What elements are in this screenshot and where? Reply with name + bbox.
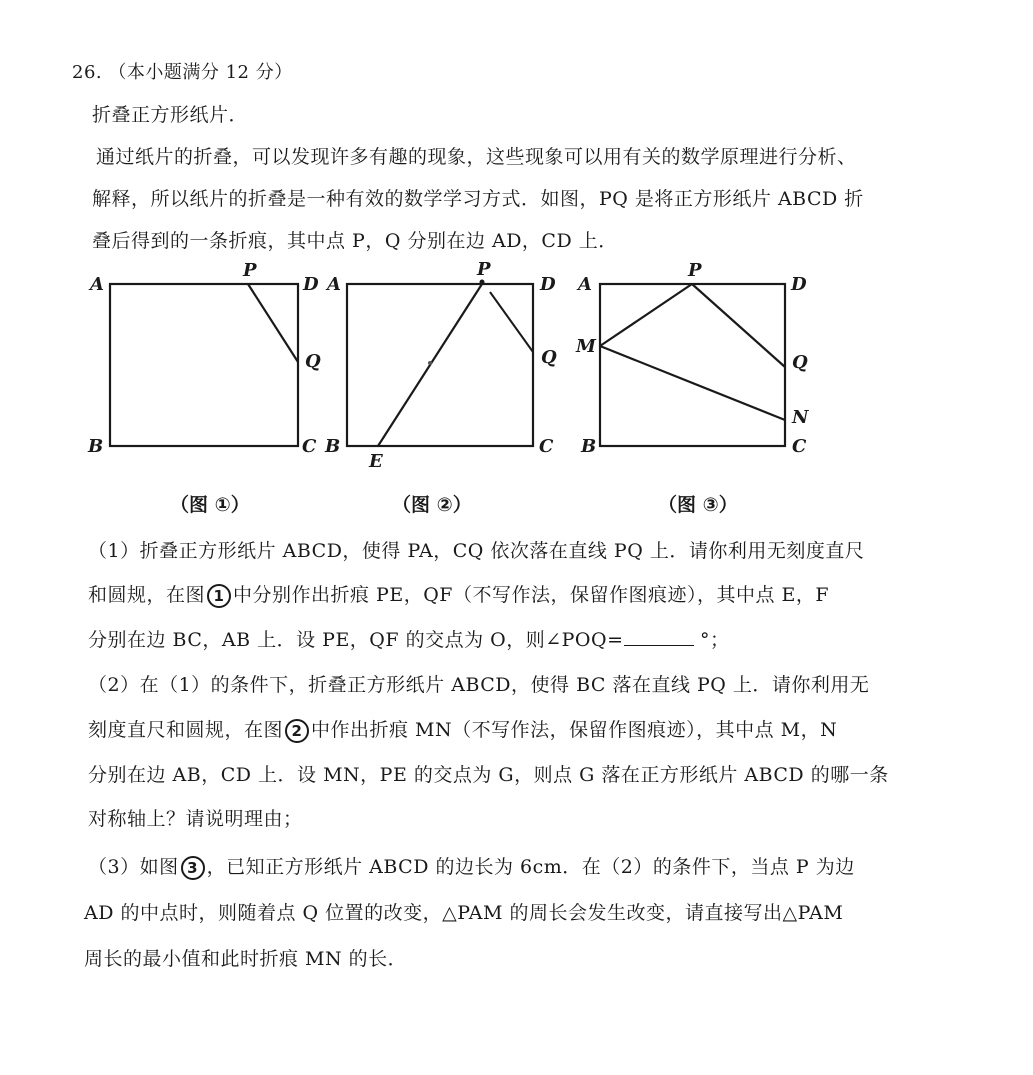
fig3-label-n: N <box>792 407 809 428</box>
fig2-crease-pq <box>490 292 533 352</box>
figure-ref-1: 1 <box>207 584 231 608</box>
intro-line-2: 解释，所以纸片的折叠是一种有效的数学学习方式．如图，PQ 是将正方形纸片 ABCD 折 <box>92 188 864 210</box>
question-number: 26. <box>72 62 103 83</box>
figures-area <box>0 255 1033 525</box>
part1-line-2 <box>88 580 829 608</box>
figure-2 <box>324 259 557 472</box>
figure-1 <box>87 260 321 457</box>
fig2-arc-mark <box>428 361 432 365</box>
part2-line-2-post: 中作出折痕 MN（不写作法，保留作图痕迹），其中点 M，N <box>311 719 838 741</box>
figure-ref-3: 3 <box>181 856 205 880</box>
fig3-label-p: P <box>688 260 702 281</box>
part1-line-2-pre: 和圆规，在图 <box>88 584 206 606</box>
fig1-label-b: B <box>88 436 104 457</box>
figure-2-caption: （图 ②） <box>392 494 472 516</box>
fig1-label-a: A <box>90 274 104 295</box>
part2-line-3: 分别在边 AB，CD 上．设 MN，PE 的交点为 G，则点 G 落在正方形纸片 ABCD 的哪一条 <box>88 764 889 786</box>
part1-line-3-pre: 分别在边 BC，AB 上．设 PE，QF 的交点为 O，则∠POQ= <box>88 629 624 651</box>
part1-line-3 <box>88 625 730 652</box>
part2-line-2 <box>88 715 837 743</box>
fig3-label-b: B <box>581 436 597 457</box>
fig2-label-p: P <box>477 259 491 280</box>
part2-line-1: （2）在（1）的条件下，折叠正方形纸片 ABCD，使得 BC 落在直线 PQ 上．请你利用无 <box>88 674 870 696</box>
fig2-label-a: A <box>327 274 341 295</box>
figure-3-caption: （图 ③） <box>658 494 738 516</box>
intro-line-3: 叠后得到的一条折痕，其中点 P，Q 分别在边 AD，CD 上． <box>92 230 618 252</box>
part1-line-1: （1）折叠正方形纸片 ABCD，使得 PA，CQ 依次落在直线 PQ 上．请你利用无刻度直尺 <box>88 540 865 562</box>
part2-line-2-pre: 刻度直尺和圆规，在图 <box>88 719 284 741</box>
fig2-label-d: D <box>540 274 556 295</box>
fig2-label-c: C <box>539 436 554 457</box>
fig3-segment-mn <box>600 346 785 420</box>
fig3-segment-mp <box>600 284 692 346</box>
figure-1-caption: （图 ①） <box>170 494 250 516</box>
part2-line-4: 对称轴上？请说明理由； <box>88 808 303 830</box>
part1-line-3-post: °； <box>693 629 730 651</box>
fig2-label-b: B <box>325 436 341 457</box>
part3-line-1-post: ，已知正方形纸片 ABCD 的边长为 6cm．在（2）的条件下，当点 P 为边 <box>206 856 855 878</box>
fig3-label-c: C <box>792 436 807 457</box>
fig2-point-p <box>480 280 485 285</box>
part3-line-2: AD 的中点时，则随着点 Q 位置的改变，△PAM 的周长会发生改变，请直接写出△PAM <box>84 902 844 924</box>
fig3-label-m: M <box>576 336 596 357</box>
part3-line-1 <box>88 852 855 880</box>
figure-3 <box>575 260 810 457</box>
figure-ref-2: 2 <box>285 719 309 743</box>
fig2-label-e: E <box>369 451 383 472</box>
fig1-label-p: P <box>243 260 257 281</box>
question-header <box>72 58 293 84</box>
fig1-label-q: Q <box>305 351 321 372</box>
question-title: 折叠正方形纸片． <box>92 104 249 126</box>
answer-blank[interactable] <box>624 629 694 646</box>
part3-line-3: 周长的最小值和此时折痕 MN 的长． <box>84 948 408 970</box>
fig1-label-d: D <box>303 274 319 295</box>
fig2-label-q: Q <box>541 347 557 368</box>
score-note: （本小题满分 12 分） <box>108 62 293 83</box>
fig3-square <box>600 284 785 446</box>
intro-line-1: 通过纸片的折叠，可以发现许多有趣的现象，这些现象可以用有关的数学原理进行分析、 <box>96 146 857 168</box>
fig1-label-c: C <box>302 436 317 457</box>
fig3-segment-pq <box>692 284 785 367</box>
part3-line-1-pre: （3）如图 <box>88 856 179 878</box>
fig3-label-q: Q <box>792 352 808 373</box>
part1-line-2-post: 中分别作出折痕 PE，QF（不写作法，保留作图痕迹），其中点 E，F <box>233 584 830 606</box>
fig1-crease-pq <box>248 284 298 362</box>
fig2-square <box>347 284 533 446</box>
fig3-label-a: A <box>578 274 592 295</box>
fig1-square <box>110 284 298 446</box>
fig3-label-d: D <box>791 274 807 295</box>
